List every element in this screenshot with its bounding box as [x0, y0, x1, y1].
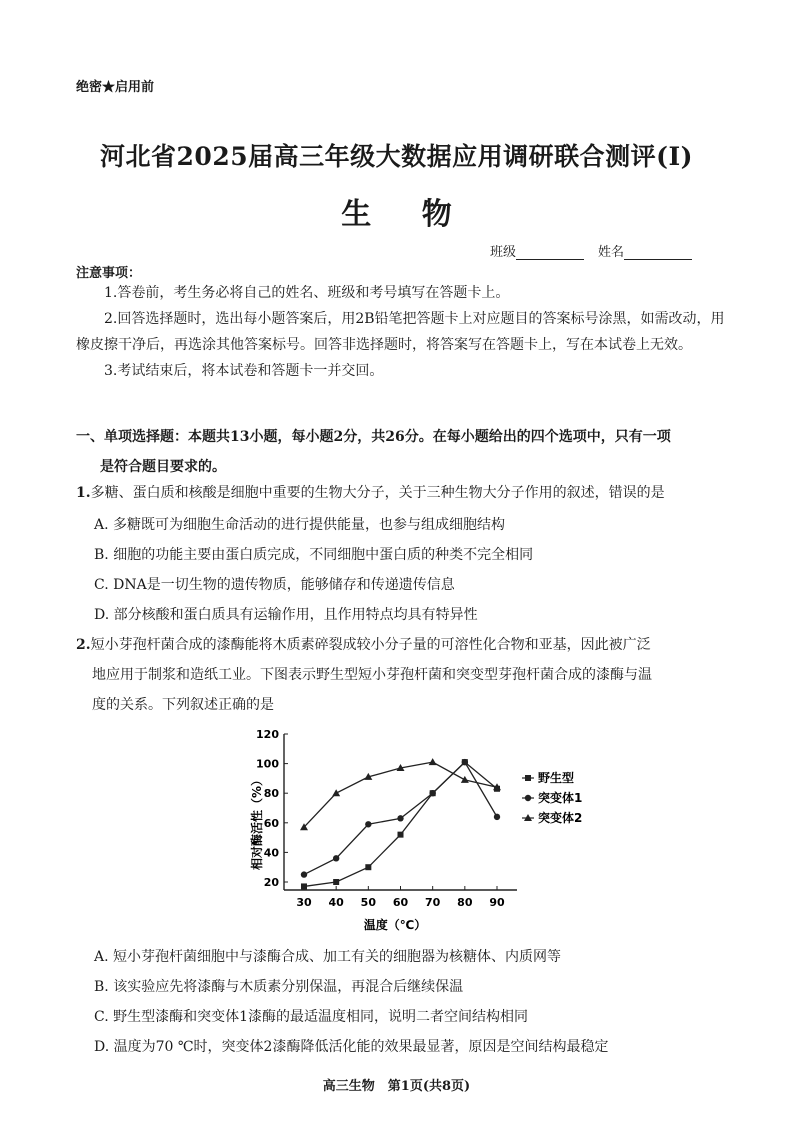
legend-label: 突变体2 [538, 811, 583, 825]
enzyme-activity-chart [230, 722, 590, 942]
data-point [461, 776, 469, 783]
q2-option-a: A. 短小芽孢杆菌细胞中与漆酶合成、加工有关的细胞器为核糖体、内质网等 [94, 949, 562, 965]
notice-item: 1.答卷前，考生务必将自己的姓名、班级和考号填写在答题卡上。 [104, 285, 510, 301]
legend-marker [525, 775, 531, 781]
data-point [462, 759, 468, 765]
x-tick-label: 90 [489, 896, 505, 909]
exam-title: 河北省2025届高三年级大数据应用调研联合测评(Ⅰ) [100, 142, 693, 171]
notice-list [76, 280, 731, 384]
legend-label: 突变体1 [538, 791, 583, 805]
question-number: 2. [76, 637, 91, 653]
q2-option-c: C. 野生型漆酶和突变体1漆酶的最适温度相同，说明二者空间结构相同 [94, 1009, 529, 1025]
y-axis-label: 相对酶活性（%） [250, 773, 264, 871]
data-point [398, 832, 404, 838]
x-tick-label: 30 [296, 896, 312, 909]
q1-option-c: C. DNA是一切生物的遗传物质，能够储存和传递遗传信息 [94, 577, 455, 593]
name-label: 姓名 [598, 245, 625, 260]
section-heading [76, 422, 736, 482]
chart-series [300, 758, 501, 889]
class-label: 班级 [490, 245, 517, 260]
question-1-stem [76, 478, 736, 508]
q1-option-b: B. 细胞的功能主要由蛋白质完成，不同细胞中蛋白质的种类不完全相同 [94, 547, 534, 563]
confidential-label: 绝密★启用前 [76, 80, 155, 95]
y-tick-label: 20 [263, 876, 279, 889]
q2-option-b: B. 该实验应先将漆酶与木质素分别保温，再混合后继续保温 [94, 979, 464, 995]
student-info-fields [490, 241, 706, 260]
data-point [429, 790, 435, 796]
x-tick-label: 80 [457, 896, 473, 909]
question-text: 短小芽孢杆菌合成的漆酶能将木质素碎裂成较小分子量的可溶性化合物和亚基，因此被广泛 [90, 637, 651, 653]
data-point [332, 789, 340, 796]
chart-legend [522, 770, 582, 825]
q1-option-a: A. 多糖既可为细胞生命活动的进行提供能量，也参与组成细胞结构 [94, 517, 506, 533]
x-tick-label: 70 [425, 896, 441, 909]
notice-heading: 注意事项： [76, 266, 142, 281]
question-text: 地应用于制浆和造纸工业。下图表示野生型短小芽孢杆菌和突变型芽孢杆菌合成的漆酶与温 [92, 667, 652, 683]
y-tick-label: 40 [263, 846, 279, 860]
legend-label: 野生型 [538, 771, 575, 785]
question-text: 多糖、蛋白质和核酸是细胞中重要的生物大分子，关于三种生物大分子作用的叙述，错误的是 [90, 485, 665, 501]
data-point [333, 879, 339, 885]
question-number: 1. [76, 485, 91, 501]
x-tick-label: 50 [360, 896, 376, 909]
page-footer: 高三生物 第1页(共8页) [322, 1079, 471, 1094]
data-point [397, 815, 403, 821]
data-point [301, 883, 307, 889]
section-heading-line2: 是符合题目要求的。 [100, 459, 226, 475]
section-heading-line1: 一、单项选择题：本题共13小题，每小题2分，共26分。在每小题给出的四个选项中，只有一项 [76, 429, 671, 445]
x-tick-label: 40 [328, 896, 344, 909]
y-tick-label: 120 [256, 728, 279, 741]
data-point [429, 758, 437, 765]
q2-option-d: D. 温度为70 ℃时，突变体2漆酶降低活化能的效果最显著，原因是空间结构最稳定 [94, 1039, 609, 1055]
x-axis-label: 温度（℃） [363, 918, 427, 932]
question-2-stem [76, 630, 736, 720]
class-blank [516, 245, 584, 260]
data-point [301, 871, 307, 877]
subject-title: 生 物 [341, 197, 472, 232]
data-point [333, 855, 339, 861]
data-point [494, 814, 500, 820]
notice-item: 2.回答选择题时，选出每小题答案后，用2B铅笔把答题卡上对应题目的答案标号涂黑，如需改动，用橡皮擦干净后，再选涂其他答案标号。回答非选择题时，将答案写在答题卡上，写在本试卷上无效。 [76, 311, 725, 353]
y-tick-label: 60 [263, 816, 279, 830]
y-tick-label: 80 [263, 787, 279, 801]
name-blank [624, 245, 692, 260]
data-point [365, 821, 371, 827]
x-tick-label: 60 [392, 896, 409, 909]
y-tick-label: 100 [256, 757, 279, 771]
legend-marker [525, 795, 531, 801]
notice-item: 3.考试结束后，将本试卷和答题卡一并交回。 [104, 363, 384, 379]
question-text: 度的关系。下列叙述正确的是 [92, 697, 274, 713]
data-point [365, 864, 371, 870]
q1-option-d: D. 部分核酸和蛋白质具有运输作用，且作用特点均具有特异性 [94, 607, 478, 623]
chart-axes [256, 728, 517, 909]
